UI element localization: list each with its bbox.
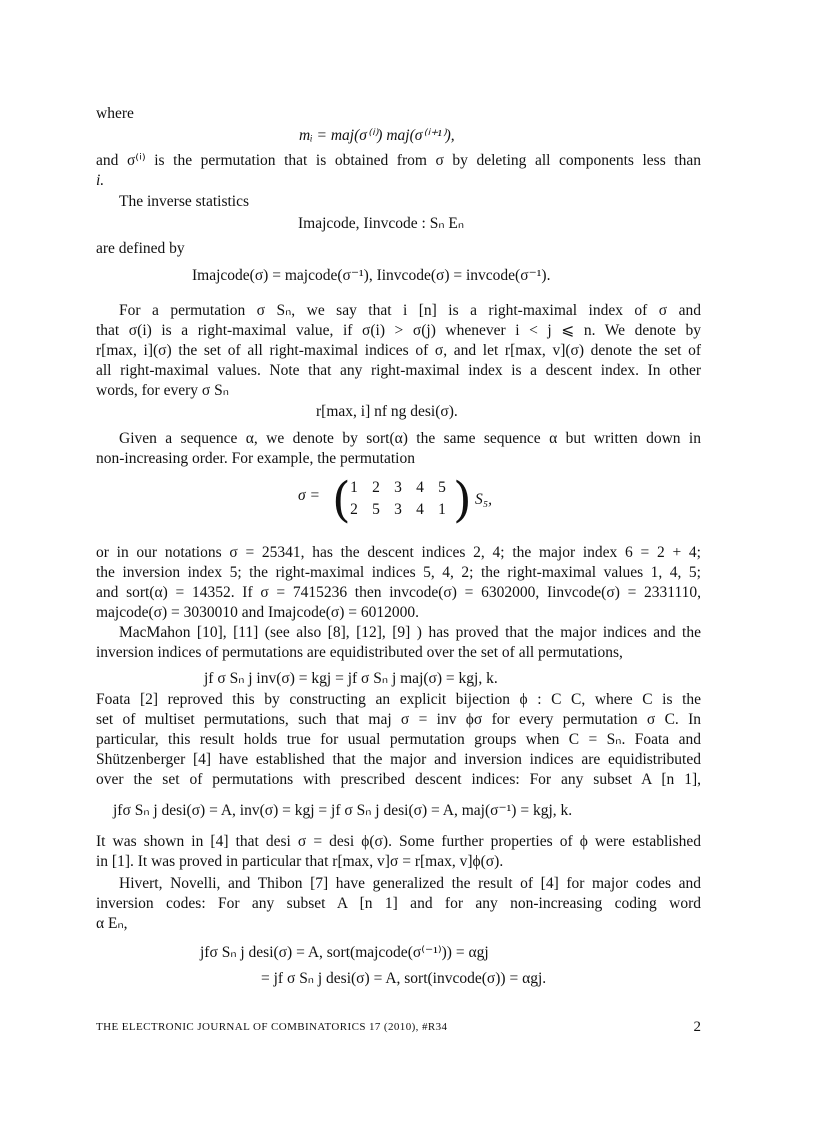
equation-imajcode-def: Imajcode(σ) = majcode(σ⁻¹), Iinvcode(σ) = invcode(σ⁻¹). bbox=[192, 267, 551, 284]
text-line: Shützenberger [4] have established that the major and inversion indices are equidistributed bbox=[96, 751, 701, 768]
text-line: in [1]. It was proved in particular that r[max, v]σ = r[max, v]ϕ(σ). bbox=[96, 853, 504, 870]
matrix-row-2 bbox=[343, 501, 453, 519]
equation-imajcode-map: Imajcode, Iinvcode : Sₙ Eₙ bbox=[298, 215, 465, 232]
matrix-cell: 3 bbox=[394, 479, 402, 496]
matrix-cell: 5 bbox=[372, 501, 380, 518]
equation-sigma-lhs: σ = bbox=[298, 487, 320, 504]
text-line: that σ(i) is a right-maximal value, if σ(i) > σ(j) whenever i < j ⩽ n. We denote by bbox=[96, 322, 701, 339]
text-line: particular, this result holds true for usual permutation groups when C = Sₙ. Foata and bbox=[96, 731, 701, 748]
text-line: MacMahon [10], [11] (see also [8], [12], [9] ) has proved that the major indices and the bbox=[119, 624, 701, 641]
matrix-cell: 2 bbox=[350, 501, 358, 518]
text-line: For a permutation σ Sₙ, we say that i [n] is a right-maximal index of σ and bbox=[119, 302, 701, 319]
equation-foata: jfσ Sₙ j desi(σ) = A, inv(σ) = kgj = jf σ Sₙ j desi(σ) = A, maj(σ⁻¹) = kgj, k. bbox=[113, 802, 573, 819]
text-line: Hivert, Novelli, and Thibon [7] have generalized the result of [4] for major codes and bbox=[119, 875, 701, 892]
matrix-cell: 2 bbox=[372, 479, 380, 496]
text-line: non-increasing order. For example, the permutation bbox=[96, 450, 415, 467]
text-line: all right-maximal values. Note that any right-maximal index is a descent index. In other bbox=[96, 362, 701, 379]
text-line: inversion indices of permutations are equidistributed over the set of all permutations, bbox=[96, 644, 623, 661]
text-line: Given a sequence α, we denote by sort(α) the same sequence α but written down in bbox=[119, 430, 701, 447]
matrix-cell: 5 bbox=[438, 479, 446, 496]
matrix-cell: 3 bbox=[394, 501, 402, 518]
text-line: r[max, i](σ) the set of all right-maximal indices of σ, and let r[max, v](σ) denote the set of bbox=[96, 342, 701, 359]
matrix-cell: 4 bbox=[416, 479, 424, 496]
matrix-cell: 1 bbox=[438, 501, 446, 518]
text-line: α Eₙ, bbox=[96, 915, 128, 932]
equation-hivert-2: = jf σ Sₙ j desi(σ) = A, sort(invcode(σ)) = αgj. bbox=[261, 970, 547, 987]
left-paren: ( bbox=[332, 472, 351, 528]
page-number: 2 bbox=[693, 1019, 701, 1035]
journal-footer: THE ELECTRONIC JOURNAL OF COMBINATORICS 17 (2010), #R34 bbox=[96, 1021, 448, 1033]
equation-macmahon: jf σ Sₙ j inv(σ) = kgj = jf σ Sₙ j maj(σ) = kgj, k. bbox=[204, 670, 498, 687]
text-line: majcode(σ) = 3030010 and Imajcode(σ) = 6012000. bbox=[96, 604, 420, 621]
equation-mi: mᵢ = maj(σ⁽ⁱ⁾) maj(σ⁽ⁱ⁺¹⁾), bbox=[299, 127, 455, 144]
text-line: The inverse statistics bbox=[119, 193, 249, 210]
text-line: i. bbox=[96, 172, 105, 189]
equation-hivert-1: jfσ Sₙ j desi(σ) = A, sort(majcode(σ⁽⁻¹⁾)) = αgj bbox=[200, 944, 489, 961]
right-paren: ) bbox=[453, 472, 472, 528]
text-line: words, for every σ Sₙ bbox=[96, 382, 229, 399]
text-line: set of multiset permutations, such that maj σ = inv ϕσ for every permutation σ C. In bbox=[96, 711, 701, 728]
equation-rmax: r[max, i] nf ng desi(σ). bbox=[316, 403, 458, 420]
text-line: or in our notations σ = 25341, has the descent indices 2, 4; the major index 6 = 2 + 4; bbox=[96, 544, 701, 561]
text-line: where bbox=[96, 105, 134, 122]
matrix-cell: 1 bbox=[350, 479, 358, 496]
text-line: and σ⁽ⁱ⁾ is the permutation that is obtained from σ by deleting all components less than bbox=[96, 152, 701, 169]
text-line: are defined by bbox=[96, 240, 185, 257]
text-line: over the set of permutations with prescribed descent indices: For any subset A [n 1], bbox=[96, 771, 701, 788]
text-line: inversion codes: For any subset A [n 1] and for any non-increasing coding word bbox=[96, 895, 701, 912]
matrix-row-1 bbox=[343, 479, 453, 497]
text-line: Foata [2] reproved this by constructing an explicit bijection ϕ : C C, where C is the bbox=[96, 691, 701, 708]
text-line: and sort(α) = 14352. If σ = 7415236 then invcode(σ) = 6302000, Iinvcode(σ) = 2331110, bbox=[96, 584, 701, 601]
matrix-cell: 4 bbox=[416, 501, 424, 518]
equation-sigma-rhs: S₅, bbox=[475, 491, 493, 508]
text-line: the inversion index 5; the right-maximal indices 5, 4, 2; the right-maximal values 1, 4, 5; bbox=[96, 564, 701, 581]
text-line: It was shown in [4] that desi σ = desi ϕ(σ). Some further properties of ϕ were established bbox=[96, 833, 701, 850]
